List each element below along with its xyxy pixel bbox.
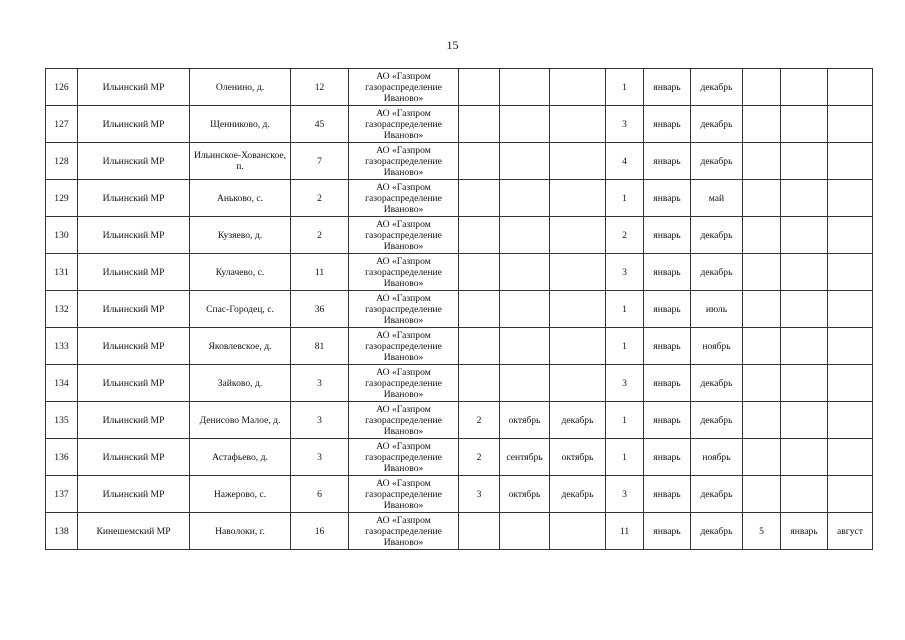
organization-cell: АО «Газпром газораспределение Иваново» <box>349 69 459 106</box>
qty-cell-1: 3 <box>459 476 500 513</box>
start-month-cell-1: сентябрь <box>500 439 550 476</box>
table-row <box>46 180 873 217</box>
start-month-cell-1 <box>500 106 550 143</box>
settlement-cell: Ильинское-Хованское, п. <box>190 143 291 180</box>
count-cell: 16 <box>291 513 349 550</box>
organization-cell: АО «Газпром газораспределение Иваново» <box>349 365 459 402</box>
qty-cell-1 <box>459 217 500 254</box>
district-cell: Ильинский МР <box>78 69 190 106</box>
end-month-cell-2: декабрь <box>691 402 743 439</box>
count-cell: 3 <box>291 402 349 439</box>
end-month-cell-3 <box>828 402 873 439</box>
start-month-cell-2: январь <box>644 69 691 106</box>
end-month-cell-3 <box>828 254 873 291</box>
end-month-cell-1: октябрь <box>550 439 606 476</box>
qty-cell-1 <box>459 106 500 143</box>
start-month-cell-1 <box>500 513 550 550</box>
qty-cell-1 <box>459 143 500 180</box>
table-row <box>46 217 873 254</box>
qty-cell-3 <box>743 180 781 217</box>
start-month-cell-2: январь <box>644 217 691 254</box>
start-month-cell-3 <box>781 69 828 106</box>
start-month-cell-1 <box>500 180 550 217</box>
count-cell: 36 <box>291 291 349 328</box>
end-month-cell-3 <box>828 439 873 476</box>
end-month-cell-1: декабрь <box>550 402 606 439</box>
start-month-cell-1: октябрь <box>500 476 550 513</box>
row-number: 128 <box>46 143 78 180</box>
qty-cell-3 <box>743 365 781 402</box>
start-month-cell-1 <box>500 365 550 402</box>
organization-cell: АО «Газпром газораспределение Иваново» <box>349 513 459 550</box>
end-month-cell-3 <box>828 476 873 513</box>
start-month-cell-3 <box>781 476 828 513</box>
qty-cell-2: 3 <box>606 365 644 402</box>
start-month-cell-2: январь <box>644 476 691 513</box>
start-month-cell-2: январь <box>644 402 691 439</box>
settlement-cell: Кулачево, с. <box>190 254 291 291</box>
start-month-cell-2: январь <box>644 513 691 550</box>
qty-cell-3 <box>743 143 781 180</box>
end-month-cell-3 <box>828 180 873 217</box>
start-month-cell-1 <box>500 254 550 291</box>
start-month-cell-2: январь <box>644 439 691 476</box>
district-cell: Ильинский МР <box>78 291 190 328</box>
district-cell: Кинешемский МР <box>78 513 190 550</box>
row-number: 135 <box>46 402 78 439</box>
settlement-cell: Яковлевское, д. <box>190 328 291 365</box>
count-cell: 3 <box>291 365 349 402</box>
count-cell: 3 <box>291 439 349 476</box>
qty-cell-1: 2 <box>459 439 500 476</box>
qty-cell-3: 5 <box>743 513 781 550</box>
qty-cell-1 <box>459 513 500 550</box>
organization-cell: АО «Газпром газораспределение Иваново» <box>349 291 459 328</box>
count-cell: 2 <box>291 180 349 217</box>
end-month-cell-1 <box>550 254 606 291</box>
organization-cell: АО «Газпром газораспределение Иваново» <box>349 476 459 513</box>
qty-cell-2: 11 <box>606 513 644 550</box>
row-number: 131 <box>46 254 78 291</box>
settlement-cell: Зайково, д. <box>190 365 291 402</box>
start-month-cell-1 <box>500 143 550 180</box>
qty-cell-1 <box>459 328 500 365</box>
table-row <box>46 69 873 106</box>
organization-cell: АО «Газпром газораспределение Иваново» <box>349 328 459 365</box>
count-cell: 81 <box>291 328 349 365</box>
district-cell: Ильинский МР <box>78 143 190 180</box>
end-month-cell-3 <box>828 69 873 106</box>
start-month-cell-3 <box>781 143 828 180</box>
end-month-cell-1 <box>550 328 606 365</box>
qty-cell-2: 4 <box>606 143 644 180</box>
table-row <box>46 328 873 365</box>
start-month-cell-2: январь <box>644 180 691 217</box>
end-month-cell-2: декабрь <box>691 254 743 291</box>
end-month-cell-1 <box>550 106 606 143</box>
qty-cell-3 <box>743 69 781 106</box>
start-month-cell-3 <box>781 328 828 365</box>
start-month-cell-2: январь <box>644 365 691 402</box>
start-month-cell-2: январь <box>644 143 691 180</box>
start-month-cell-3 <box>781 291 828 328</box>
qty-cell-2: 3 <box>606 254 644 291</box>
qty-cell-3 <box>743 291 781 328</box>
gasification-schedule-table <box>45 68 873 550</box>
start-month-cell-3 <box>781 180 828 217</box>
count-cell: 2 <box>291 217 349 254</box>
qty-cell-2: 2 <box>606 217 644 254</box>
end-month-cell-2: ноябрь <box>691 439 743 476</box>
qty-cell-1 <box>459 365 500 402</box>
start-month-cell-3 <box>781 254 828 291</box>
district-cell: Ильинский МР <box>78 476 190 513</box>
end-month-cell-3: август <box>828 513 873 550</box>
end-month-cell-2: ноябрь <box>691 328 743 365</box>
start-month-cell-2: январь <box>644 106 691 143</box>
qty-cell-2: 1 <box>606 439 644 476</box>
organization-cell: АО «Газпром газораспределение Иваново» <box>349 143 459 180</box>
organization-cell: АО «Газпром газораспределение Иваново» <box>349 217 459 254</box>
district-cell: Ильинский МР <box>78 180 190 217</box>
qty-cell-1 <box>459 254 500 291</box>
end-month-cell-2: декабрь <box>691 476 743 513</box>
start-month-cell-1: октябрь <box>500 402 550 439</box>
end-month-cell-2: декабрь <box>691 106 743 143</box>
end-month-cell-1: декабрь <box>550 476 606 513</box>
district-cell: Ильинский МР <box>78 106 190 143</box>
qty-cell-2: 1 <box>606 328 644 365</box>
qty-cell-3 <box>743 439 781 476</box>
qty-cell-2: 1 <box>606 402 644 439</box>
row-number: 137 <box>46 476 78 513</box>
qty-cell-2: 1 <box>606 291 644 328</box>
start-month-cell-1 <box>500 217 550 254</box>
qty-cell-1 <box>459 291 500 328</box>
start-month-cell-3 <box>781 217 828 254</box>
end-month-cell-3 <box>828 365 873 402</box>
table-row <box>46 254 873 291</box>
qty-cell-3 <box>743 106 781 143</box>
organization-cell: АО «Газпром газораспределение Иваново» <box>349 106 459 143</box>
settlement-cell: Спас-Городец, с. <box>190 291 291 328</box>
settlement-cell: Денисово Малое, д. <box>190 402 291 439</box>
end-month-cell-3 <box>828 291 873 328</box>
count-cell: 12 <box>291 69 349 106</box>
end-month-cell-3 <box>828 217 873 254</box>
organization-cell: АО «Газпром газораспределение Иваново» <box>349 254 459 291</box>
end-month-cell-1 <box>550 513 606 550</box>
qty-cell-2: 3 <box>606 106 644 143</box>
table-row <box>46 402 873 439</box>
row-number: 134 <box>46 365 78 402</box>
row-number: 138 <box>46 513 78 550</box>
row-number: 133 <box>46 328 78 365</box>
page-number: 15 <box>446 38 459 52</box>
qty-cell-1 <box>459 180 500 217</box>
end-month-cell-2: декабрь <box>691 217 743 254</box>
end-month-cell-1 <box>550 69 606 106</box>
end-month-cell-1 <box>550 143 606 180</box>
end-month-cell-2: июль <box>691 291 743 328</box>
row-number: 126 <box>46 69 78 106</box>
settlement-cell: Астафьево, д. <box>190 439 291 476</box>
start-month-cell-2: январь <box>644 254 691 291</box>
end-month-cell-2: декабрь <box>691 69 743 106</box>
count-cell: 7 <box>291 143 349 180</box>
row-number: 136 <box>46 439 78 476</box>
count-cell: 45 <box>291 106 349 143</box>
organization-cell: АО «Газпром газораспределение Иваново» <box>349 439 459 476</box>
district-cell: Ильинский МР <box>78 254 190 291</box>
start-month-cell-3 <box>781 106 828 143</box>
count-cell: 6 <box>291 476 349 513</box>
start-month-cell-1 <box>500 69 550 106</box>
district-cell: Ильинский МР <box>78 365 190 402</box>
start-month-cell-3 <box>781 402 828 439</box>
end-month-cell-1 <box>550 217 606 254</box>
settlement-cell: Аньково, с. <box>190 180 291 217</box>
settlement-cell: Щенниково, д. <box>190 106 291 143</box>
start-month-cell-2: январь <box>644 328 691 365</box>
end-month-cell-1 <box>550 365 606 402</box>
end-month-cell-1 <box>550 180 606 217</box>
row-number: 129 <box>46 180 78 217</box>
settlement-cell: Оленино, д. <box>190 69 291 106</box>
start-month-cell-1 <box>500 291 550 328</box>
end-month-cell-3 <box>828 328 873 365</box>
settlement-cell: Наволоки, г. <box>190 513 291 550</box>
qty-cell-3 <box>743 402 781 439</box>
organization-cell: АО «Газпром газораспределение Иваново» <box>349 402 459 439</box>
end-month-cell-2: декабрь <box>691 513 743 550</box>
district-cell: Ильинский МР <box>78 439 190 476</box>
organization-cell: АО «Газпром газораспределение Иваново» <box>349 180 459 217</box>
end-month-cell-3 <box>828 106 873 143</box>
qty-cell-3 <box>743 328 781 365</box>
qty-cell-2: 3 <box>606 476 644 513</box>
start-month-cell-3 <box>781 439 828 476</box>
table-row <box>46 513 873 550</box>
district-cell: Ильинский МР <box>78 328 190 365</box>
start-month-cell-3 <box>781 365 828 402</box>
table-row <box>46 291 873 328</box>
table-row <box>46 106 873 143</box>
table-row <box>46 143 873 180</box>
row-number: 127 <box>46 106 78 143</box>
start-month-cell-2: январь <box>644 291 691 328</box>
end-month-cell-2: декабрь <box>691 365 743 402</box>
district-cell: Ильинский МР <box>78 402 190 439</box>
qty-cell-1: 2 <box>459 402 500 439</box>
table-row <box>46 439 873 476</box>
table-row <box>46 365 873 402</box>
qty-cell-1 <box>459 69 500 106</box>
start-month-cell-1 <box>500 328 550 365</box>
qty-cell-2: 1 <box>606 180 644 217</box>
end-month-cell-2: май <box>691 180 743 217</box>
end-month-cell-2: декабрь <box>691 143 743 180</box>
table-row <box>46 476 873 513</box>
qty-cell-3 <box>743 476 781 513</box>
settlement-cell: Кузяево, д. <box>190 217 291 254</box>
end-month-cell-3 <box>828 143 873 180</box>
qty-cell-2: 1 <box>606 69 644 106</box>
start-month-cell-3: январь <box>781 513 828 550</box>
district-cell: Ильинский МР <box>78 217 190 254</box>
qty-cell-3 <box>743 217 781 254</box>
count-cell: 11 <box>291 254 349 291</box>
qty-cell-3 <box>743 254 781 291</box>
row-number: 132 <box>46 291 78 328</box>
row-number: 130 <box>46 217 78 254</box>
settlement-cell: Нажерово, с. <box>190 476 291 513</box>
end-month-cell-1 <box>550 291 606 328</box>
